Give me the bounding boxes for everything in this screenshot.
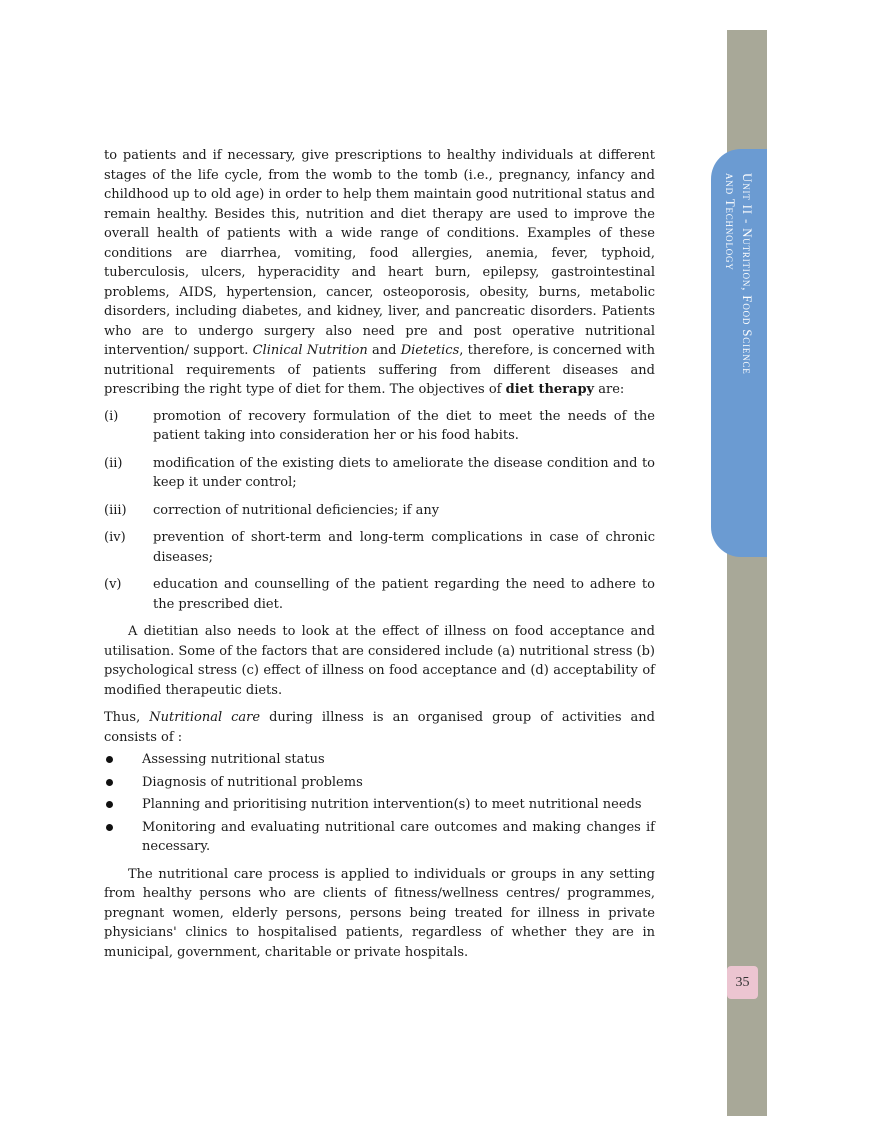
objectives-list — [104, 407, 655, 615]
paragraph-intro — [104, 146, 655, 400]
list-item — [104, 795, 655, 815]
term-dietetics: Dietetics — [400, 343, 460, 358]
bullet-icon — [106, 824, 113, 831]
unit-title-line1: Unit II - Nutrition, Food Science — [740, 173, 755, 375]
list-item — [104, 750, 655, 770]
paragraph-care-process: The nutritional care process is applied to individuals or groups in any setting from healthy persons who are clients of fitness/wellness centres/ programmes, pregnant women, elderly persons, persons being treated for illness in private physicians' clinics to hospitalised patients, regardless of whether they are in municipal, government, charitable or private hospitals. — [104, 866, 655, 960]
item-text: education and counselling of the patient regarding the need to adhere to the prescribed diet. — [153, 577, 655, 612]
item-text: prevention of short-term and long-term complications in case of chronic diseases; — [153, 530, 655, 565]
intro-text-2: , therefore, is concerned with nutritional requirements of patients suffering from different diseases and prescribing the right type of diet for them. The objectives of — [104, 343, 655, 397]
item-text: Diagnosis of nutritional problems — [142, 774, 363, 790]
list-item — [104, 454, 655, 493]
care-text: Thus, — [104, 710, 141, 725]
list-item — [104, 528, 655, 567]
intro-text-3: are: — [598, 382, 625, 397]
item-text: Monitoring and evaluating nutritional care outcomes and making changes if necessary. — [142, 819, 655, 854]
list-item — [104, 773, 655, 793]
bullet-icon — [106, 801, 113, 808]
care-text-2: during illness is an organised group of activities and consists of : — [104, 710, 655, 745]
item-text: modification of the existing diets to ameliorate the disease condition and to keep it under control; — [153, 455, 655, 490]
item-text: Assessing nutritional status — [142, 752, 325, 767]
unit-heading — [711, 149, 767, 557]
item-number: (v) — [104, 577, 122, 592]
list-item — [104, 407, 655, 446]
bullet-icon — [106, 756, 113, 763]
item-text: correction of nutritional deficiencies; if any — [153, 502, 440, 518]
term-nutritional-care: Nutritional care — [149, 710, 261, 725]
item-number: (ii) — [104, 455, 123, 471]
activities-list — [104, 750, 655, 857]
term-diet-therapy: diet therapy — [505, 382, 595, 397]
unit-title-line2: and Technology — [723, 173, 738, 271]
paragraph-nutritional-care — [104, 708, 655, 747]
list-item — [104, 818, 655, 857]
page-content — [104, 146, 655, 962]
paragraph-dietitian: A dietitian also needs to look at the effect of illness on food acceptance and utilisation. Some of the factors that are considered include (a) nutritional stress (b) psychological stress (c) effect of illness on food acceptance and (d) acceptability of modified therapeutic diets. — [104, 624, 655, 698]
item-number: (i) — [104, 408, 119, 424]
intro-and: and — [372, 343, 397, 358]
item-text: Planning and prioritising nutrition intervention(s) to meet nutritional needs — [142, 797, 642, 812]
list-item — [104, 501, 655, 521]
bullet-icon — [106, 779, 113, 786]
page-number: 35 — [727, 966, 758, 999]
list-item — [104, 575, 655, 614]
item-number: (iii) — [104, 502, 127, 518]
intro-text: to patients and if necessary, give prescriptions to healthy individuals at different stages of the life cycle, from the womb to the tomb (i.e., pregnancy, infancy and childhood up to old age) in order to help them maintain good nutritional status and remain healthy. Besides this, nutrition and diet therapy are used to improve the overall health of patients with a wide range of conditions. Examples of these conditions are diarrhea, vomiting, food allergies, anemia, fever, typhoid, tuberculosis, ulcers, hyperacidity and heart burn, epilepsy, gastrointestinal problems, AIDS, hypertension, cancer, osteoporosis, obesity, burns, metabolic disorders, including diabetes, and kidney, liver, and pancreatic disorders. Patients who are to undergo surgery also need pre and post operative nutritional intervention/ support. — [104, 148, 655, 358]
item-text: promotion of recovery formulation of the diet to meet the needs of the patient taking into consideration her or his food habits. — [153, 408, 655, 443]
item-number: (iv) — [104, 530, 126, 545]
term-clinical-nutrition: Clinical Nutrition — [252, 343, 368, 358]
